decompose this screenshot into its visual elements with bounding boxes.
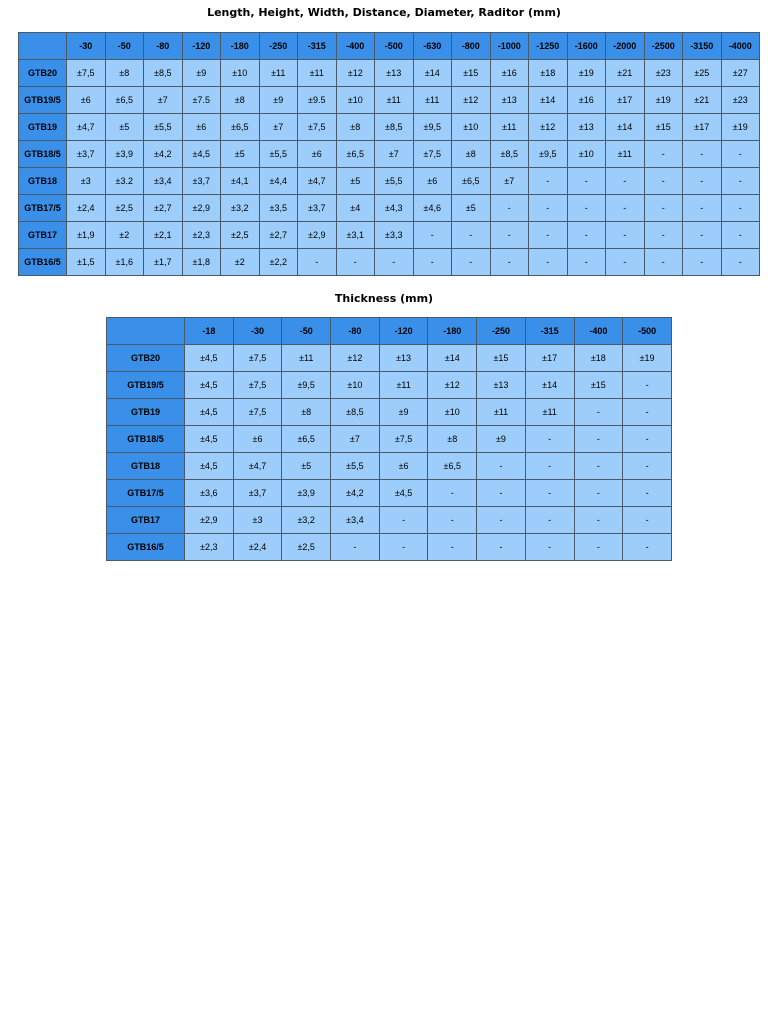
table-cell: ±4,5 [185, 426, 234, 453]
table-cell: ±12 [428, 372, 477, 399]
table-cell: - [525, 426, 574, 453]
column-header: -1250 [529, 33, 568, 60]
table-cell: ±7,5 [233, 399, 282, 426]
table-cell: ±10 [336, 87, 375, 114]
table-cell: ±6 [233, 426, 282, 453]
table-cell: - [379, 507, 428, 534]
row-header: GTB19/5 [107, 372, 185, 399]
table-cell: ±7,5 [413, 141, 452, 168]
column-header: -80 [144, 33, 183, 60]
corner-cell [107, 318, 185, 345]
table-row [107, 507, 672, 534]
table-cell: ±9 [477, 426, 526, 453]
table-row [107, 372, 672, 399]
table-cell: ±9 [379, 399, 428, 426]
row-header: GTB19 [107, 399, 185, 426]
table-cell: - [721, 168, 760, 195]
table-cell: ±5 [452, 195, 491, 222]
row-header: GTB20 [107, 345, 185, 372]
table-cell: ±19 [644, 87, 683, 114]
table-cell: ±3,2 [282, 507, 331, 534]
table-cell: ±2,4 [67, 195, 106, 222]
column-header: -4000 [721, 33, 760, 60]
table-cell: ±25 [683, 60, 722, 87]
row-header: GTB17/5 [19, 195, 67, 222]
table-cell: ±3,9 [105, 141, 144, 168]
table-cell: - [490, 249, 529, 276]
table-row [19, 168, 760, 195]
table-cell: - [606, 222, 645, 249]
table-cell: - [529, 249, 568, 276]
table-row [107, 534, 672, 561]
row-header: GTB20 [19, 60, 67, 87]
table-cell: ±4,3 [375, 195, 414, 222]
table-cell: ±21 [683, 87, 722, 114]
table-cell: ±3,7 [182, 168, 221, 195]
table-cell: ±23 [644, 60, 683, 87]
table-cell: - [644, 222, 683, 249]
table-cell: ±1,7 [144, 249, 183, 276]
table-cell: ±9,5 [282, 372, 331, 399]
table-cell: ±4,4 [259, 168, 298, 195]
table-cell: ±13 [379, 345, 428, 372]
column-header: -180 [428, 318, 477, 345]
table-cell: ±3,7 [67, 141, 106, 168]
table-cell: ±2,4 [233, 534, 282, 561]
table-cell: ±7 [331, 426, 380, 453]
table-cell: ±27 [721, 60, 760, 87]
table-cell: ±3,7 [298, 195, 337, 222]
table-cell: ±11 [375, 87, 414, 114]
table-row [19, 60, 760, 87]
table-cell: - [574, 507, 623, 534]
column-header: -50 [105, 33, 144, 60]
table-cell: ±3,5 [259, 195, 298, 222]
row-header: GTB18 [19, 168, 67, 195]
table-cell: ±3,6 [185, 480, 234, 507]
table-cell: ±14 [606, 114, 645, 141]
table-cell: ±4 [336, 195, 375, 222]
table-cell: - [490, 222, 529, 249]
table-cell: - [574, 453, 623, 480]
table-cell: - [721, 222, 760, 249]
table-cell: ±3,4 [331, 507, 380, 534]
table-cell: ±3,1 [336, 222, 375, 249]
table-cell: - [721, 141, 760, 168]
table2-header-row [107, 318, 672, 345]
table-cell: ±2,9 [185, 507, 234, 534]
table-cell: - [331, 534, 380, 561]
column-header: -630 [413, 33, 452, 60]
table-cell: ±2,9 [182, 195, 221, 222]
table-row [107, 453, 672, 480]
table-cell: ±17 [683, 114, 722, 141]
table-cell: ±12 [529, 114, 568, 141]
table-cell: ±1,8 [182, 249, 221, 276]
table2-body [107, 345, 672, 561]
table-cell: ±2,9 [298, 222, 337, 249]
table-cell: ±11 [379, 372, 428, 399]
table-cell: - [623, 426, 672, 453]
table-cell: ±15 [574, 372, 623, 399]
table-cell: ±8 [282, 399, 331, 426]
table-cell: ±1,9 [67, 222, 106, 249]
table-cell: - [452, 249, 491, 276]
table-cell: - [413, 222, 452, 249]
table-cell: - [574, 399, 623, 426]
table-cell: ±19 [721, 114, 760, 141]
table-cell: ±7,5 [298, 114, 337, 141]
table-cell: - [567, 168, 606, 195]
table-cell: ±14 [413, 60, 452, 87]
thickness-tolerance-table [106, 317, 672, 561]
table-cell: ±7.5 [182, 87, 221, 114]
table-cell: ±4,5 [379, 480, 428, 507]
table-cell: - [477, 480, 526, 507]
table-row [107, 426, 672, 453]
table-cell: ±7 [259, 114, 298, 141]
table-cell: - [683, 141, 722, 168]
table-cell: - [623, 480, 672, 507]
row-header: GTB17/5 [107, 480, 185, 507]
table-cell: ±8,5 [490, 141, 529, 168]
row-header: GTB19/5 [19, 87, 67, 114]
table-cell: - [490, 195, 529, 222]
table-cell: ±13 [477, 372, 526, 399]
table-row [19, 114, 760, 141]
table-cell: - [567, 222, 606, 249]
table2-title: Thickness (mm) [334, 292, 434, 305]
table-cell: - [428, 480, 477, 507]
table-cell: - [525, 453, 574, 480]
column-header: -315 [525, 318, 574, 345]
table-cell: ±13 [490, 87, 529, 114]
table-cell: ±7 [490, 168, 529, 195]
table-row [19, 87, 760, 114]
table-cell: - [721, 249, 760, 276]
table-cell: - [477, 534, 526, 561]
table-cell: ±3,2 [221, 195, 260, 222]
table-cell: ±9.5 [298, 87, 337, 114]
table-cell: ±7 [375, 141, 414, 168]
table-cell: ±9 [182, 60, 221, 87]
table-cell: - [683, 222, 722, 249]
table-cell: ±16 [490, 60, 529, 87]
table-cell: - [379, 534, 428, 561]
table-cell: ±2 [105, 222, 144, 249]
column-header: -50 [282, 318, 331, 345]
table-cell: ±10 [428, 399, 477, 426]
table-cell: ±6,5 [336, 141, 375, 168]
table-cell: - [574, 534, 623, 561]
table-cell: ±12 [331, 345, 380, 372]
table-cell: ±10 [452, 114, 491, 141]
table-row [19, 195, 760, 222]
table-cell: ±2,5 [105, 195, 144, 222]
table-cell: ±5,5 [375, 168, 414, 195]
column-header: -18 [185, 318, 234, 345]
table-cell: - [623, 453, 672, 480]
column-header: -250 [477, 318, 526, 345]
table-cell: ±4,5 [182, 141, 221, 168]
table-cell: - [477, 453, 526, 480]
table-row [107, 399, 672, 426]
table-cell: - [574, 480, 623, 507]
table-cell: - [567, 249, 606, 276]
table-cell: - [525, 534, 574, 561]
table-cell: ±1,5 [67, 249, 106, 276]
table-cell: ±4,6 [413, 195, 452, 222]
column-header: -30 [67, 33, 106, 60]
table-cell: ±6 [298, 141, 337, 168]
table-cell: ±3.2 [105, 168, 144, 195]
table-cell: - [428, 507, 477, 534]
column-header: -1000 [490, 33, 529, 60]
table-cell: - [683, 249, 722, 276]
table1-body [19, 60, 760, 276]
table-cell: ±7,5 [67, 60, 106, 87]
table-cell: - [606, 168, 645, 195]
table-cell: ±10 [567, 141, 606, 168]
column-header: -180 [221, 33, 260, 60]
table-cell: ±11 [298, 60, 337, 87]
table-cell: ±6 [67, 87, 106, 114]
table-cell: - [529, 222, 568, 249]
table-row [19, 249, 760, 276]
row-header: GTB16/5 [19, 249, 67, 276]
table-cell: ±6,5 [428, 453, 477, 480]
table-cell: - [452, 222, 491, 249]
table-cell: ±12 [452, 87, 491, 114]
table-cell: ±6,5 [221, 114, 260, 141]
row-header: GTB18/5 [107, 426, 185, 453]
table-cell: - [525, 480, 574, 507]
table-cell: ±4,2 [331, 480, 380, 507]
column-header: -2000 [606, 33, 645, 60]
table-cell: ±7,5 [233, 372, 282, 399]
column-header: -80 [331, 318, 380, 345]
table-cell: - [574, 426, 623, 453]
row-header: GTB17 [19, 222, 67, 249]
table-cell: ±19 [623, 345, 672, 372]
table-cell: ±19 [567, 60, 606, 87]
column-header: -400 [336, 33, 375, 60]
corner-cell [19, 33, 67, 60]
table-cell: ±18 [529, 60, 568, 87]
table-cell: ±2,5 [282, 534, 331, 561]
column-header: -315 [298, 33, 337, 60]
column-header: -500 [623, 318, 672, 345]
table-cell: ±11 [477, 399, 526, 426]
table-cell: ±11 [413, 87, 452, 114]
table-cell: ±4,5 [185, 399, 234, 426]
table-cell: ±15 [452, 60, 491, 87]
table-cell: ±4,1 [221, 168, 260, 195]
table-cell: - [721, 195, 760, 222]
table-cell: ±9 [259, 87, 298, 114]
table1-header-row [19, 33, 760, 60]
table-cell: ±5,5 [144, 114, 183, 141]
column-header: -800 [452, 33, 491, 60]
table-cell: ±6,5 [452, 168, 491, 195]
table1-title: Length, Height, Width, Distance, Diameter, Raditor (mm) [207, 6, 561, 19]
table-cell: ±1,6 [105, 249, 144, 276]
table-cell: - [623, 372, 672, 399]
table-cell: ±7 [144, 87, 183, 114]
table-cell: ±9,5 [529, 141, 568, 168]
table-cell: - [623, 534, 672, 561]
table-cell: ±8 [452, 141, 491, 168]
table-cell: ±11 [490, 114, 529, 141]
table-cell: ±2,1 [144, 222, 183, 249]
table-cell: - [623, 507, 672, 534]
column-header: -400 [574, 318, 623, 345]
column-header: -500 [375, 33, 414, 60]
table-cell: ±4,7 [67, 114, 106, 141]
table-cell: ±5 [282, 453, 331, 480]
column-header: -250 [259, 33, 298, 60]
table-cell: ±13 [567, 114, 606, 141]
table-cell: ±5,5 [259, 141, 298, 168]
table-cell: ±6,5 [105, 87, 144, 114]
table-cell: ±9,5 [413, 114, 452, 141]
table-cell: ±2,7 [144, 195, 183, 222]
table-cell: ±2,3 [182, 222, 221, 249]
table-cell: ±4,5 [185, 345, 234, 372]
column-header: -2500 [644, 33, 683, 60]
table-cell: ±11 [525, 399, 574, 426]
table-cell: - [606, 195, 645, 222]
table-cell: ±17 [525, 345, 574, 372]
table-row [19, 222, 760, 249]
table-cell: - [525, 507, 574, 534]
table-cell: - [529, 195, 568, 222]
table-cell: ±8 [221, 87, 260, 114]
row-header: GTB16/5 [107, 534, 185, 561]
table-cell: ±6,5 [282, 426, 331, 453]
table-cell: ±17 [606, 87, 645, 114]
table-cell: ±3,3 [375, 222, 414, 249]
table-cell: ±7,5 [233, 345, 282, 372]
table-cell: ±10 [331, 372, 380, 399]
column-header: -3150 [683, 33, 722, 60]
table-cell: - [567, 195, 606, 222]
table-cell: - [477, 507, 526, 534]
table-cell: ±12 [336, 60, 375, 87]
length-tolerance-table [18, 32, 760, 276]
table-cell: ±2,3 [185, 534, 234, 561]
table-cell: ±2,2 [259, 249, 298, 276]
column-header: -30 [233, 318, 282, 345]
table-cell: - [413, 249, 452, 276]
row-header: GTB18 [107, 453, 185, 480]
table-cell: ±4,5 [185, 453, 234, 480]
table-cell: - [644, 195, 683, 222]
table-cell: ±6 [182, 114, 221, 141]
table-cell: - [336, 249, 375, 276]
table-cell: ±4,7 [233, 453, 282, 480]
table-cell: ±4,5 [185, 372, 234, 399]
row-header: GTB18/5 [19, 141, 67, 168]
table-cell: ±8 [105, 60, 144, 87]
table-cell: - [375, 249, 414, 276]
table-cell: ±6 [379, 453, 428, 480]
table-cell: ±3,9 [282, 480, 331, 507]
table-cell: - [644, 249, 683, 276]
table-cell: ±3,7 [233, 480, 282, 507]
table-cell: ±18 [574, 345, 623, 372]
table-cell: ±3,4 [144, 168, 183, 195]
table-cell: ±11 [606, 141, 645, 168]
table-cell: ±4,7 [298, 168, 337, 195]
table-cell: ±8,5 [375, 114, 414, 141]
table-cell: ±7,5 [379, 426, 428, 453]
table-cell: - [683, 168, 722, 195]
table-cell: ±11 [282, 345, 331, 372]
table-cell: ±6 [413, 168, 452, 195]
table-row [107, 345, 672, 372]
table-cell: ±14 [529, 87, 568, 114]
table-cell: ±4,2 [144, 141, 183, 168]
table-cell: ±23 [721, 87, 760, 114]
table-cell: - [623, 399, 672, 426]
table-cell: ±13 [375, 60, 414, 87]
table-cell: - [644, 168, 683, 195]
table-cell: ±15 [644, 114, 683, 141]
table-cell: ±8 [336, 114, 375, 141]
row-header: GTB19 [19, 114, 67, 141]
table-cell: ±8,5 [144, 60, 183, 87]
table-cell: ±15 [477, 345, 526, 372]
table-cell: ±14 [525, 372, 574, 399]
table-cell: ±11 [259, 60, 298, 87]
table-cell: - [298, 249, 337, 276]
table-cell: - [606, 249, 645, 276]
table-cell: ±2,7 [259, 222, 298, 249]
table-cell: ±2,5 [221, 222, 260, 249]
table-cell: ±5 [105, 114, 144, 141]
table-cell: ±14 [428, 345, 477, 372]
table-cell: - [428, 534, 477, 561]
table-cell: - [529, 168, 568, 195]
column-header: -120 [182, 33, 221, 60]
table-cell: ±3 [233, 507, 282, 534]
table-row [19, 141, 760, 168]
table-cell: ±21 [606, 60, 645, 87]
column-header: -120 [379, 318, 428, 345]
table-cell: ±16 [567, 87, 606, 114]
table-cell: ±5,5 [331, 453, 380, 480]
table-cell: ±3 [67, 168, 106, 195]
table-cell: - [644, 141, 683, 168]
column-header: -1600 [567, 33, 606, 60]
row-header: GTB17 [107, 507, 185, 534]
table-cell: ±10 [221, 60, 260, 87]
table-cell: ±8 [428, 426, 477, 453]
table-cell: - [683, 195, 722, 222]
table-row [107, 480, 672, 507]
table-cell: ±2 [221, 249, 260, 276]
table-cell: ±5 [221, 141, 260, 168]
table-cell: ±5 [336, 168, 375, 195]
table-cell: ±8,5 [331, 399, 380, 426]
